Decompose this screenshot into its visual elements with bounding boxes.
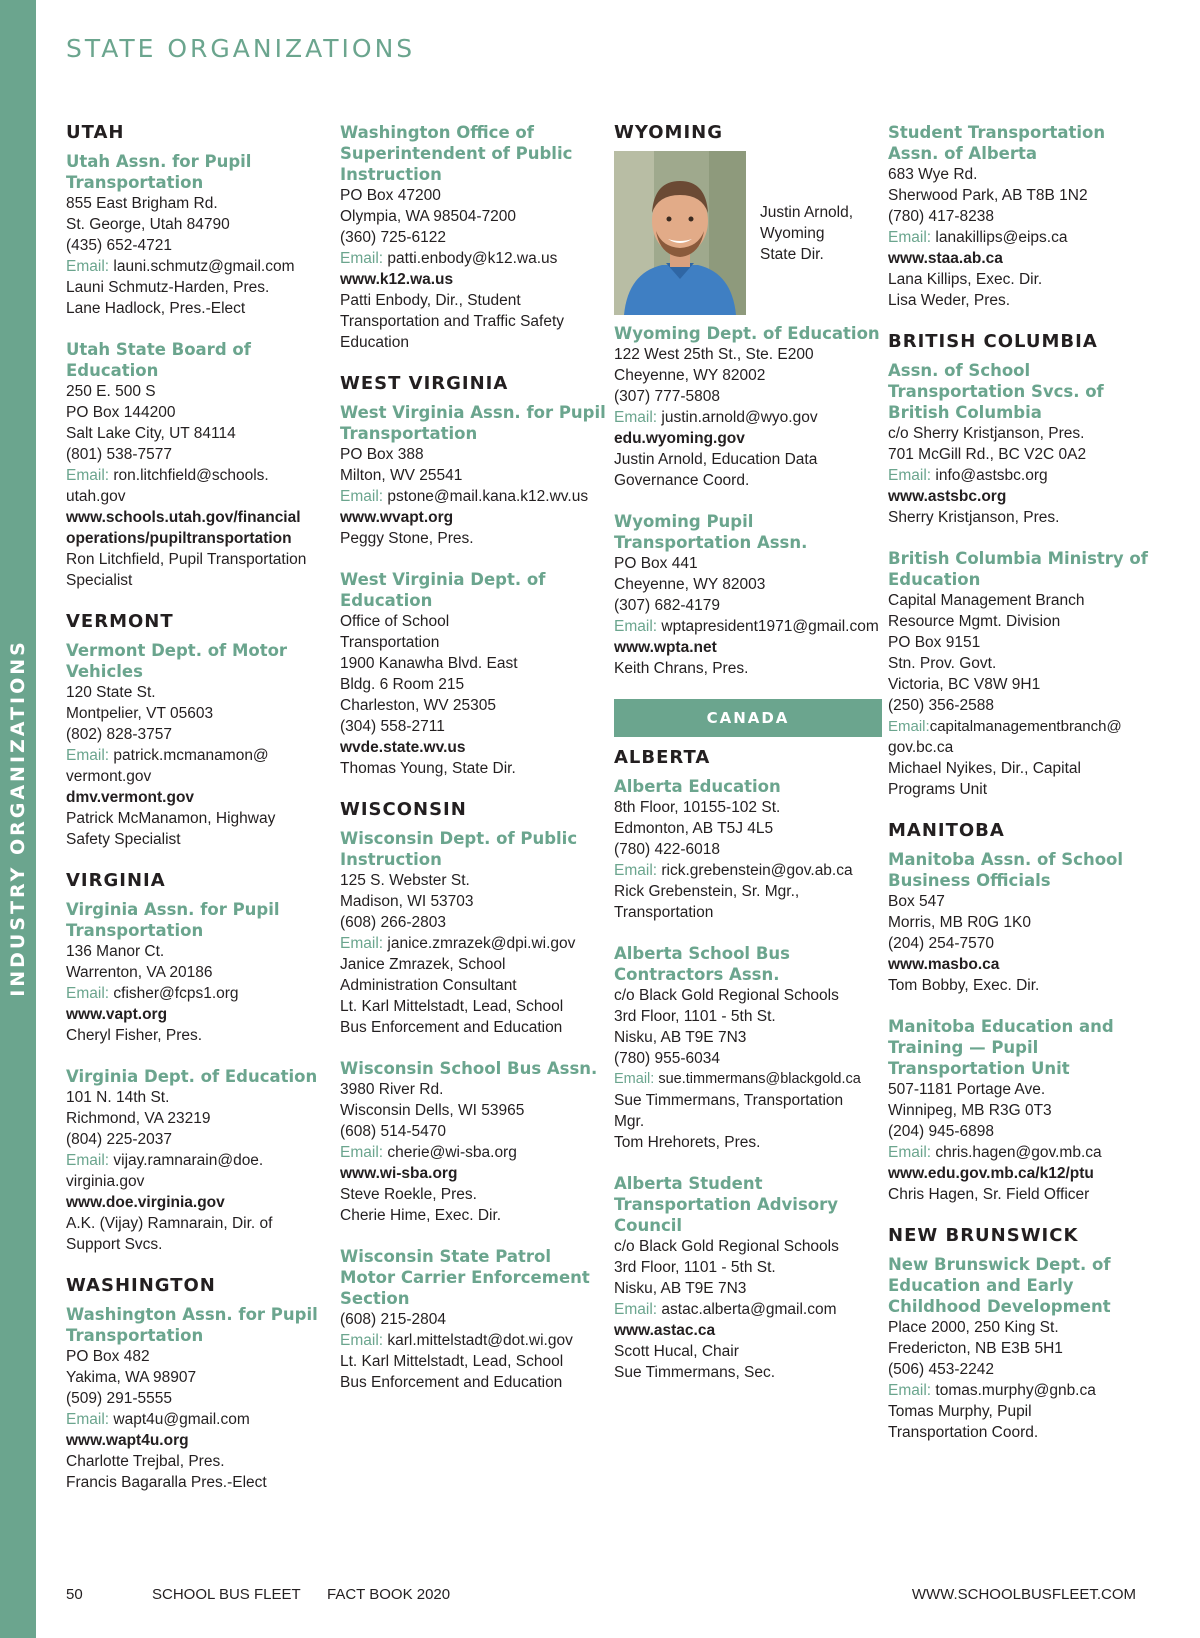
address-line: Capital Management Branch xyxy=(888,592,1085,609)
email-link[interactable]: wapt4u@gmail.com xyxy=(113,1411,250,1428)
org-entry xyxy=(66,899,334,1046)
email-line xyxy=(614,860,882,881)
email-label: Email: xyxy=(888,1144,932,1161)
email-link[interactable]: rick.grebenstein@gov.ab.ca xyxy=(661,862,853,879)
province-section-new-brunswick xyxy=(888,1225,1156,1443)
address-line: 3980 River Rd. xyxy=(340,1081,444,1098)
email-line xyxy=(888,716,1156,737)
contact-line: Lt. Karl Mittelstadt, Lead, School xyxy=(340,998,564,1015)
contact-line: Rick Grebenstein, Sr. Mgr., xyxy=(614,883,800,900)
caption-line: Justin Arnold, xyxy=(760,203,854,221)
address-line: Place 2000, 250 King St. xyxy=(888,1319,1059,1336)
email-label: Email: xyxy=(340,488,384,505)
email-label: Email: xyxy=(614,1071,655,1087)
state-section-utah xyxy=(66,122,334,591)
email-line xyxy=(66,1150,334,1171)
org-entry xyxy=(66,151,334,319)
website-link[interactable]: edu.wyoming.gov xyxy=(614,430,745,447)
org-name: British Columbia Ministry of Education xyxy=(888,549,1148,589)
email-label: Email: xyxy=(888,467,932,484)
org-entry xyxy=(888,849,1156,996)
website-link[interactable]: www.staa.ab.ca xyxy=(888,250,1003,267)
email-link-cont[interactable]: vermont.gov xyxy=(66,768,152,785)
contact-line: Support Svcs. xyxy=(66,1236,163,1253)
province-heading: ALBERTA xyxy=(614,747,711,768)
email-label: Email: xyxy=(340,1332,384,1349)
email-line xyxy=(888,465,1156,486)
email-label: Email: xyxy=(66,747,110,764)
contact-line: Transportation and Traffic Safety xyxy=(340,313,565,330)
contact-line: Francis Bagaralla Pres.-Elect xyxy=(66,1474,267,1491)
address-line: 855 East Brigham Rd. xyxy=(66,195,218,212)
address-line: c/o Black Gold Regional Schools xyxy=(614,1238,839,1255)
email-line xyxy=(614,407,882,428)
phone: (250) 356-2588 xyxy=(888,697,994,714)
address-line: 136 Manor Ct. xyxy=(66,943,165,960)
address-line: c/o Black Gold Regional Schools xyxy=(614,987,839,1004)
contact-line: Thomas Young, State Dir. xyxy=(340,760,516,777)
phone: (307) 682-4179 xyxy=(614,597,720,614)
contact-line: Specialist xyxy=(66,572,133,589)
org-entry xyxy=(340,1058,608,1226)
address-line: Office of School xyxy=(340,613,450,630)
email-line xyxy=(614,1299,882,1320)
phone: (804) 225-2037 xyxy=(66,1131,172,1148)
email-link[interactable]: info@astsbc.org xyxy=(935,467,1048,484)
org-entry xyxy=(66,640,334,850)
state-heading: WASHINGTON xyxy=(66,1275,216,1296)
email-label: Email: xyxy=(340,250,384,267)
address-line: 507-1181 Portage Ave. xyxy=(888,1081,1046,1098)
column-4 xyxy=(888,122,1156,1463)
contact-line: Keith Chrans, Pres. xyxy=(614,660,749,677)
side-band xyxy=(0,0,36,1638)
phone: (509) 291-5555 xyxy=(66,1390,172,1407)
org-name: Manitoba Assn. of School Business Officials xyxy=(888,850,1124,890)
phone: (801) 538-7577 xyxy=(66,446,172,463)
email-line xyxy=(66,983,334,1004)
contact-line: Tom Bobby, Exec. Dir. xyxy=(888,977,1040,994)
email-label: Email: xyxy=(66,1152,110,1169)
phone: (435) 652-4721 xyxy=(66,237,172,254)
website-link[interactable]: www.astac.ca xyxy=(614,1322,716,1339)
email-label: Email: xyxy=(614,409,658,426)
email-link[interactable]: capitalmanagementbranch@ xyxy=(929,718,1122,735)
address-line: Winnipeg, MB R3G 0T3 xyxy=(888,1102,1052,1119)
address-line: Madison, WI 53703 xyxy=(340,893,474,910)
email-line xyxy=(340,486,608,507)
email-line xyxy=(340,1330,608,1351)
phone: (780) 422-6018 xyxy=(614,841,720,858)
province-section-british-columbia xyxy=(888,331,1156,800)
org-entry xyxy=(888,1254,1156,1443)
email-line xyxy=(340,248,608,269)
address-line: 8th Floor, 10155-102 St. xyxy=(614,799,781,816)
address-line: PO Box 482 xyxy=(66,1348,150,1365)
province-section-alberta xyxy=(614,747,882,1383)
phone: (780) 955-6034 xyxy=(614,1050,720,1067)
contact-line: Mgr. xyxy=(614,1113,645,1130)
org-entry xyxy=(340,1246,608,1393)
org-entry xyxy=(614,1173,882,1383)
address-line: Morris, MB R0G 1K0 xyxy=(888,914,1031,931)
state-section-virginia xyxy=(66,870,334,1255)
address-line: 1900 Kanawha Blvd. East xyxy=(340,655,518,672)
address-line: PO Box 9151 xyxy=(888,634,981,651)
org-entry xyxy=(888,360,1156,528)
email-line xyxy=(340,1142,608,1163)
website-link[interactable]: www.k12.wa.us xyxy=(340,271,454,288)
province-heading: NEW BRUNSWICK xyxy=(888,1225,1079,1246)
org-name: Wisconsin State Patrol Motor Carrier Enforcement Section xyxy=(340,1247,590,1308)
contact-line: Administration Consultant xyxy=(340,977,517,994)
address-line: Montpelier, VT 05603 xyxy=(66,705,214,722)
canada-banner: CANADA xyxy=(614,699,882,737)
email-link[interactable]: launi.schmutz@gmail.com xyxy=(113,258,295,275)
state-heading: WEST VIRGINIA xyxy=(340,373,509,394)
org-name: Washington Assn. for Pupil Transportation xyxy=(66,1305,318,1345)
org-name: Utah Assn. for Pupil Transportation xyxy=(66,152,252,192)
contact-line: Bus Enforcement and Education xyxy=(340,1374,563,1391)
address-line: Cheyenne, WY 82002 xyxy=(614,367,766,384)
org-name: Wisconsin Dept. of Public Instruction xyxy=(340,829,578,869)
website-link[interactable]: www.masbo.ca xyxy=(888,956,1000,973)
org-entry xyxy=(614,776,882,923)
email-line xyxy=(888,1142,1156,1163)
email-label: Email: xyxy=(66,467,110,484)
footer-publication: SCHOOL BUS FLEET xyxy=(152,1586,301,1603)
contact-line: Sue Timmermans, Transportation xyxy=(614,1092,844,1109)
phone: (506) 453-2242 xyxy=(888,1361,994,1378)
director-photo-row xyxy=(614,151,882,315)
phone: (360) 725-6122 xyxy=(340,229,446,246)
email-link[interactable]: cfisher@fcps1.org xyxy=(113,985,239,1002)
phone: (204) 254-7570 xyxy=(888,935,994,952)
contact-line: Janice Zmrazek, School xyxy=(340,956,506,973)
email-label: Email: xyxy=(340,1144,384,1161)
contact-line: Steve Roekle, Pres. xyxy=(340,1186,477,1203)
website-link[interactable]: www.astsbc.org xyxy=(888,488,1007,505)
column-1 xyxy=(66,122,334,1513)
website-link[interactable]: dmv.vermont.gov xyxy=(66,789,195,806)
contact-line: Lisa Weder, Pres. xyxy=(888,292,1011,309)
email-link[interactable]: patrick.mcmanamon@ xyxy=(113,747,269,764)
contact-line: Patti Enbody, Dir., Student xyxy=(340,292,521,309)
address-line: PO Box 441 xyxy=(614,555,698,572)
address-line: Stn. Prov. Govt. xyxy=(888,655,997,672)
address-line: Victoria, BC V8W 9H1 xyxy=(888,676,1041,693)
contact-line: Launi Schmutz-Harden, Pres. xyxy=(66,279,270,296)
org-entry xyxy=(66,1066,334,1255)
email-line xyxy=(888,227,1156,248)
address-line: St. George, Utah 84790 xyxy=(66,216,230,233)
state-heading: VERMONT xyxy=(66,611,174,632)
column-2 xyxy=(340,122,608,1413)
contact-line: Programs Unit xyxy=(888,781,988,798)
contact-line: Cherie Hime, Exec. Dir. xyxy=(340,1207,502,1224)
email-link[interactable]: cherie@wi-sba.org xyxy=(387,1144,517,1161)
address-line: 125 S. Webster St. xyxy=(340,872,470,889)
address-line: Nisku, AB T9E 7N3 xyxy=(614,1280,747,1297)
website-link[interactable]: www.edu.gov.mb.ca/k12/ptu xyxy=(888,1165,1094,1182)
contact-line: Transportation xyxy=(614,904,714,921)
caption-line: Wyoming xyxy=(760,224,825,242)
address-line: Box 547 xyxy=(888,893,945,910)
contact-line: Transportation Coord. xyxy=(888,1424,1039,1441)
email-label: Email: xyxy=(888,229,932,246)
email-line xyxy=(66,1409,334,1430)
contact-line: Charlotte Trejbal, Pres. xyxy=(66,1453,225,1470)
org-name: Student Transportation Assn. of Alberta xyxy=(888,123,1106,163)
province-heading: MANITOBA xyxy=(888,820,1005,841)
contact-line: Tomas Murphy, Pupil xyxy=(888,1403,1032,1420)
phone: (608) 514-5470 xyxy=(340,1123,446,1140)
address-line: Salt Lake City, UT 84114 xyxy=(66,425,236,442)
address-line: Cheyenne, WY 82003 xyxy=(614,576,766,593)
email-link[interactable]: ron.litchfield@schools. xyxy=(113,467,269,484)
address-line: c/o Sherry Kristjanson, Pres. xyxy=(888,425,1085,442)
footer-edition: FACT BOOK 2020 xyxy=(327,1586,451,1603)
director-photo xyxy=(614,151,746,315)
website-link[interactable]: www.wpta.net xyxy=(614,639,717,656)
contact-line: Patrick McManamon, Highway xyxy=(66,810,276,827)
org-entry xyxy=(340,569,608,779)
state-heading: WISCONSIN xyxy=(340,799,467,820)
phone: (608) 266-2803 xyxy=(340,914,446,931)
contact-line: Ron Litchfield, Pupil Transportation xyxy=(66,551,307,568)
address-line: PO Box 47200 xyxy=(340,187,441,204)
website-link[interactable]: www.schools.utah.gov/financial xyxy=(66,509,301,526)
province-section-manitoba xyxy=(888,820,1156,1205)
org-name: Wisconsin School Bus Assn. xyxy=(340,1059,598,1078)
contact-line: Education xyxy=(340,334,409,351)
org-name: Utah State Board of Education xyxy=(66,340,251,380)
website-link[interactable]: www.wvapt.org xyxy=(340,509,454,526)
email-link[interactable]: lanakillips@eips.ca xyxy=(935,229,1068,246)
contact-line: Justin Arnold, Education Data xyxy=(614,451,818,468)
email-label: Email: xyxy=(888,718,930,735)
state-section-wisconsin xyxy=(340,799,608,1393)
phone: (780) 417-8238 xyxy=(888,208,994,225)
org-entry xyxy=(340,402,608,549)
email-link[interactable]: justin.arnold@wyo.gov xyxy=(661,409,818,426)
page-title: STATE ORGANIZATIONS xyxy=(66,34,416,63)
address-line: Milton, WV 25541 xyxy=(340,467,463,484)
email-label: Email: xyxy=(614,1301,658,1318)
address-line: Fredericton, NB E3B 5H1 xyxy=(888,1340,1063,1357)
email-line xyxy=(340,933,608,954)
address-line: 701 McGill Rd., BC V2C 0A2 xyxy=(888,446,1087,463)
email-line xyxy=(66,465,334,486)
org-entry xyxy=(66,339,334,591)
org-name: West Virginia Assn. for Pupil Transportation xyxy=(340,403,606,443)
address-line: Charleston, WV 25305 xyxy=(340,697,496,714)
email-link[interactable]: chris.hagen@gov.mb.ca xyxy=(935,1144,1102,1161)
address-line: Sherwood Park, AB T8B 1N2 xyxy=(888,187,1088,204)
org-entry xyxy=(614,943,882,1153)
address-line: 250 E. 500 S xyxy=(66,383,156,400)
contact-line: Lana Killips, Exec. Dir. xyxy=(888,271,1043,288)
email-link-cont[interactable]: virginia.gov xyxy=(66,1173,145,1190)
email-label: Email: xyxy=(614,618,658,635)
org-name: West Virginia Dept. of Education xyxy=(340,570,546,610)
address-line: PO Box 144200 xyxy=(66,404,176,421)
state-section-vermont xyxy=(66,611,334,850)
address-line: Nisku, AB T9E 7N3 xyxy=(614,1029,747,1046)
website-link-cont[interactable]: operations/pupiltransportation xyxy=(66,530,292,547)
org-name: Wyoming Pupil Transportation Assn. xyxy=(614,512,808,552)
page-number: 50 xyxy=(66,1586,83,1603)
address-line: Edmonton, AB T5J 4L5 xyxy=(614,820,774,837)
org-name: Alberta Education xyxy=(614,777,781,796)
website-link[interactable]: wvde.state.wv.us xyxy=(340,739,466,756)
contact-line: Scott Hucal, Chair xyxy=(614,1343,739,1360)
email-label: Email: xyxy=(66,258,110,275)
email-link[interactable]: astac.alberta@gmail.com xyxy=(661,1301,837,1318)
email-line xyxy=(66,256,334,277)
org-name: Vermont Dept. of Motor Vehicles xyxy=(66,641,288,681)
address-line: PO Box 388 xyxy=(340,446,424,463)
org-name: Alberta School Bus Contractors Assn. xyxy=(614,944,790,984)
footer-website-link[interactable]: WWW.SCHOOLBUSFLEET.COM xyxy=(911,1586,1136,1603)
org-name: Virginia Dept. of Education xyxy=(66,1067,318,1086)
address-line: Wisconsin Dells, WI 53965 xyxy=(340,1102,525,1119)
org-name: Virginia Assn. for Pupil Transportation xyxy=(66,900,280,940)
email-label: Email: xyxy=(66,985,110,1002)
address-line: Olympia, WA 98504-7200 xyxy=(340,208,517,225)
org-name: Assn. of School Transportation Svcs. of British Columbia xyxy=(888,361,1104,422)
org-name: New Brunswick Dept. of Education and Early Childhood Development xyxy=(888,1255,1111,1316)
contact-line: Chris Hagen, Sr. Field Officer xyxy=(888,1186,1090,1203)
email-link[interactable]: pstone@mail.kana.k12.wv.us xyxy=(387,488,589,505)
website-link[interactable]: www.doe.virginia.gov xyxy=(66,1194,225,1211)
address-line: Yakima, WA 98907 xyxy=(66,1369,197,1386)
org-entry xyxy=(888,548,1156,800)
address-line: 683 Wye Rd. xyxy=(888,166,978,183)
contact-line: Governance Coord. xyxy=(614,472,750,489)
contact-line: A.K. (Vijay) Ramnarain, Dir. of xyxy=(66,1215,273,1232)
email-line xyxy=(66,745,334,766)
contact-line: Sue Timmermans, Sec. xyxy=(614,1364,776,1381)
state-section-west-virginia xyxy=(340,373,608,779)
state-heading: UTAH xyxy=(66,122,125,143)
state-section-washington xyxy=(66,1275,334,1493)
address-line: 3rd Floor, 1101 - 5th St. xyxy=(614,1259,776,1276)
contact-line: Safety Specialist xyxy=(66,831,181,848)
contact-line: Sherry Kristjanson, Pres. xyxy=(888,509,1060,526)
email-link[interactable]: janice.zmrazek@dpi.wi.gov xyxy=(387,935,576,952)
contact-line: Cheryl Fisher, Pres. xyxy=(66,1027,203,1044)
contact-line: Lane Hadlock, Pres.-Elect xyxy=(66,300,246,317)
org-name: Alberta Student Transportation Advisory Council xyxy=(614,1174,838,1235)
email-link[interactable]: vijay.ramnarain@doe. xyxy=(113,1152,264,1169)
org-name: Manitoba Education and Training — Pupil Transportation Unit xyxy=(888,1017,1114,1078)
address-line: 122 West 25th St., Ste. E200 xyxy=(614,346,814,363)
address-line: Bldg. 6 Room 215 xyxy=(340,676,465,693)
address-line: Resource Mgmt. Division xyxy=(888,613,1061,630)
address-line: 3rd Floor, 1101 - 5th St. xyxy=(614,1008,776,1025)
org-entry xyxy=(340,122,608,353)
address-line: Transportation xyxy=(340,634,440,651)
org-entry xyxy=(614,323,882,491)
photo-caption xyxy=(760,202,853,265)
org-entry xyxy=(888,1016,1156,1205)
org-entry xyxy=(66,1304,334,1493)
state-heading: VIRGINIA xyxy=(66,870,166,891)
email-link-cont[interactable]: gov.bc.ca xyxy=(888,739,954,756)
contact-line: Michael Nyikes, Dir., Capital xyxy=(888,760,1081,777)
email-link[interactable]: tomas.murphy@gnb.ca xyxy=(935,1382,1096,1399)
section-side-label: INDUSTRY ORGANIZATIONS xyxy=(7,639,29,997)
website-link[interactable]: www.wapt4u.org xyxy=(66,1432,189,1449)
email-label: Email: xyxy=(614,862,658,879)
phone: (307) 777-5808 xyxy=(614,388,720,405)
address-line: 101 N. 14th St. xyxy=(66,1089,170,1106)
email-line xyxy=(614,1069,882,1090)
phone: (304) 558-2711 xyxy=(340,718,445,735)
address-line: Warrenton, VA 20186 xyxy=(66,964,213,981)
address-line: Richmond, VA 23219 xyxy=(66,1110,211,1127)
address-line: 120 State St. xyxy=(66,684,156,701)
contact-line: Peggy Stone, Pres. xyxy=(340,530,474,547)
contact-line: Bus Enforcement and Education xyxy=(340,1019,563,1036)
province-heading: BRITISH COLUMBIA xyxy=(888,331,1098,352)
org-entry xyxy=(340,828,608,1038)
email-line xyxy=(614,616,882,637)
website-link[interactable]: www.wi-sba.org xyxy=(340,1165,458,1182)
state-section-wyoming xyxy=(614,122,882,679)
email-link[interactable]: karl.mittelstadt@dot.wi.gov xyxy=(387,1332,573,1349)
org-name: Wyoming Dept. of Education xyxy=(614,324,880,343)
phone: (204) 945-6898 xyxy=(888,1123,994,1140)
contact-line: Tom Hrehorets, Pres. xyxy=(614,1134,761,1151)
phone: (608) 215-2804 xyxy=(340,1311,446,1328)
column-3 xyxy=(614,122,882,1403)
email-link[interactable]: sue.timmermans@blackgold.ca xyxy=(658,1071,861,1087)
caption-line: State Dir. xyxy=(760,245,824,263)
email-link[interactable]: patti.enbody@k12.wa.us xyxy=(387,250,558,267)
email-line xyxy=(888,1380,1156,1401)
email-label: Email: xyxy=(66,1411,110,1428)
email-link[interactable]: wptapresident1971@gmail.com xyxy=(661,618,879,635)
state-heading: WYOMING xyxy=(614,122,723,143)
email-label: Email: xyxy=(888,1382,932,1399)
phone: (802) 828-3757 xyxy=(66,726,172,743)
org-entry xyxy=(614,511,882,679)
portrait-illustration xyxy=(614,151,746,315)
org-name: Washington Office of Superintendent of Public Instruction xyxy=(340,123,573,184)
website-link[interactable]: www.vapt.org xyxy=(66,1006,168,1023)
contact-line: Lt. Karl Mittelstadt, Lead, School xyxy=(340,1353,564,1370)
org-entry xyxy=(888,122,1156,311)
email-label: Email: xyxy=(340,935,384,952)
email-link-cont[interactable]: utah.gov xyxy=(66,488,126,505)
